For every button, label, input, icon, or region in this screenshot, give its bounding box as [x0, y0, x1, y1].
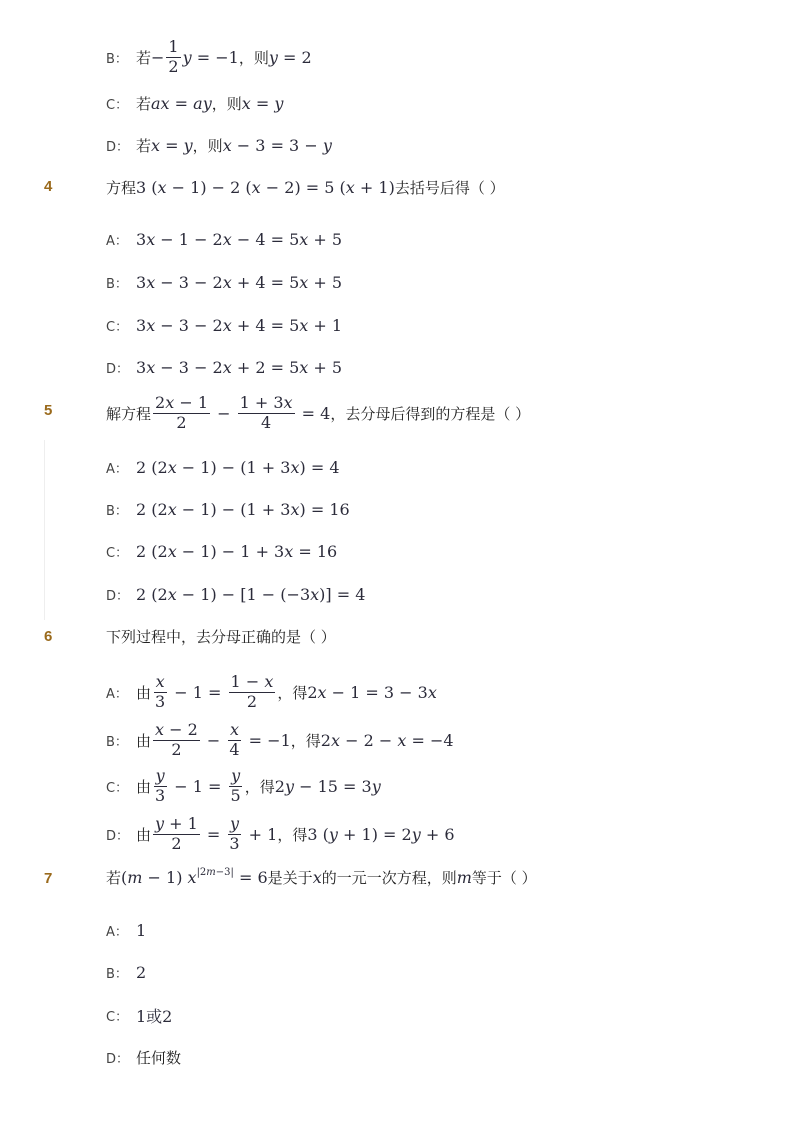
q7-option-b[interactable] — [106, 957, 146, 987]
q4-option-b[interactable] — [106, 267, 342, 297]
q5-option-b[interactable] — [106, 494, 350, 524]
option-label: A： — [106, 924, 128, 940]
q5-option-d[interactable] — [106, 579, 365, 609]
question-number: 7 — [44, 870, 53, 887]
option-label: D： — [106, 828, 130, 844]
option-content: 1 — [136, 920, 147, 940]
option-content: 任何数 — [136, 1048, 182, 1067]
option-label: C： — [106, 1009, 129, 1025]
option-content: 2 (2 x − 1) − 1 + 3 x = 16 — [136, 541, 338, 561]
q6-option-d[interactable] — [106, 810, 455, 858]
fraction: $\frac{2x - 1}{2}$ — [155, 393, 208, 432]
q7-option-d[interactable] — [106, 1042, 181, 1072]
option-content: 3 x − 3 − 2 x + 4 = 5 x + 5 — [136, 272, 343, 292]
option-content: 若 ax = ay ，则 x = y — [136, 93, 284, 113]
option-label: D： — [106, 1051, 130, 1067]
option-label: C： — [106, 545, 129, 561]
q6-option-b[interactable] — [106, 716, 454, 764]
question-number: 4 — [44, 178, 53, 195]
q7-option-c[interactable] — [106, 1000, 172, 1030]
option-content: 2 (2 x − 1) − [1 − (−3 x )] = 4 — [136, 584, 366, 604]
option-content: 2 (2 x − 1) − (1 + 3 x ) = 16 — [136, 499, 350, 519]
q3-option-b[interactable] — [106, 37, 312, 76]
q6-option-a[interactable] — [106, 668, 437, 716]
option-content: 由 $\frac{x - 2}{2}$ − $\frac{x}{4}$ = −1 ，得 2x − 2 − x = −4 — [136, 720, 454, 759]
option-content: 3 x − 3 − 2 x + 2 = 5 x + 5 — [136, 357, 343, 377]
option-label: D： — [106, 361, 130, 377]
option-label: D： — [106, 139, 130, 155]
q7-stem: 若 (m − 1) $x^{|2m-3|} = 6$ 是关于 x 的一元一次方程，则 m 等于（ ） — [106, 867, 537, 887]
question-divider — [44, 440, 45, 620]
option-label: C： — [106, 97, 129, 113]
q6-option-c[interactable] — [106, 762, 381, 810]
q4-option-c[interactable] — [106, 310, 342, 340]
q3-option-c[interactable] — [106, 88, 283, 118]
option-label: A： — [106, 686, 128, 702]
q4-option-d[interactable] — [106, 352, 342, 382]
option-content: 3 x − 1 − 2 x − 4 = 5 x + 5 — [136, 229, 343, 249]
q7-option-a[interactable] — [106, 915, 146, 945]
option-label: A： — [106, 233, 128, 249]
option-label: A： — [106, 461, 128, 477]
option-content: 若 − $\frac{1}{2}$ y = −1 ，则 y = 2 — [136, 37, 312, 76]
option-label: B： — [106, 966, 128, 982]
option-content: 若 x = y ，则 x − 3 = 3 − y — [136, 135, 332, 155]
option-label: C： — [106, 319, 129, 335]
option-content: 3 x − 3 − 2 x + 4 = 5 x + 1 — [136, 315, 343, 335]
option-content: 2 (2 x − 1) − (1 + 3 x ) = 4 — [136, 457, 340, 477]
fraction: $\frac{1 - x}{2}$ — [230, 672, 274, 711]
fraction: $\frac{y}{3}$ — [229, 814, 240, 853]
q5-option-a[interactable] — [106, 452, 340, 482]
option-content: 2 — [136, 962, 147, 982]
q4-stem: 方程 3 ( x − 1) − 2 ( x − 2) = 5 ( x + 1) 去括号后得（ ） — [106, 177, 505, 197]
fraction: $\frac{1}{2}$ — [168, 37, 179, 76]
fraction: $\frac{y}{3}$ — [155, 766, 166, 805]
option-label: D： — [106, 588, 130, 604]
fraction: $\frac{x}{3}$ — [155, 672, 166, 711]
fraction: $\frac{y}{5}$ — [230, 766, 241, 805]
option-content: 由 $\frac{y + 1}{2}$ = $\frac{y}{3}$ + 1 ，得 3 (y + 1) = 2y + 6 — [136, 814, 455, 853]
option-label: B： — [106, 51, 128, 67]
q4-option-a[interactable] — [106, 224, 342, 254]
option-content: 由 $\frac{y}{3}$ − 1 = $\frac{y}{5}$ ，得 2y − 15 = 3y — [136, 766, 381, 805]
option-label: B： — [106, 503, 128, 519]
option-content: 由 $\frac{x}{3}$ − 1 = $\frac{1 - x}{2}$ ，得 2x − 1 = 3 − 3x — [136, 672, 437, 711]
q6-stem: 下列过程中，去分母正确的是（ ） — [106, 627, 336, 646]
fraction: $\frac{1 + 3x}{4}$ — [239, 393, 293, 432]
q3-option-d[interactable] — [106, 130, 332, 160]
option-label: B： — [106, 734, 128, 750]
fraction: $\frac{x - 2}{2}$ — [155, 720, 198, 759]
question-number: 5 — [44, 402, 53, 419]
option-label: B： — [106, 276, 128, 292]
option-content: 1或2 — [136, 1006, 173, 1026]
q5-stem: 解方程 $\frac{2x - 1}{2}$ − $\frac{1 + 3x}{4}$ = 4 ，去分母后得到的方程是（ ） — [106, 393, 531, 432]
fraction: $\frac{x}{4}$ — [229, 720, 240, 759]
q5-option-c[interactable] — [106, 536, 337, 566]
question-number: 6 — [44, 628, 53, 645]
option-label: C： — [106, 780, 129, 796]
fraction: $\frac{y + 1}{2}$ — [155, 814, 198, 853]
